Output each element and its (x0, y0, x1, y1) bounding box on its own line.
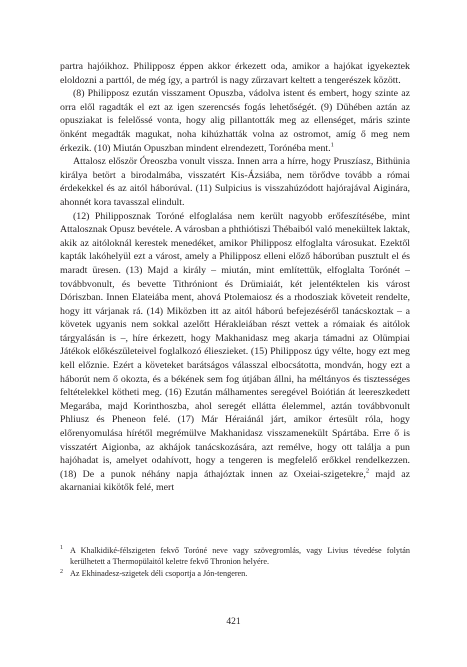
footnote-ref[interactable]: 1 (330, 141, 334, 149)
paragraph-text: majd az akarnaniai kikötők felé, mert (60, 468, 410, 494)
main-text (60, 60, 410, 495)
footnote-text: Az Ekhinadesz-szigetek déli csoportja a Jón-tengeren. (70, 569, 248, 579)
page-number: 421 (226, 617, 241, 627)
paragraph (60, 210, 410, 495)
footnote-ref[interactable]: 2 (365, 467, 370, 475)
footnotes (60, 545, 410, 581)
paragraph-text: (8) Philipposz ezután visszament Opuszba, vádolva istent és embert, hogy szinte az orra elől ragadták el ezt az igen szerencsés fogás lehetőségét. (9) Dühében aztán az opusziakat is felelőssé vonta, hogy alig pillantották meg az ellenséget, máris szinte önként megadták magukat, noha kihúzhatták volna az ostromot, amíg ő meg nem érkezik. (10) Miután Opuszban mindent elrendezett, Torónéba ment. (60, 88, 410, 154)
footnote: 2 Az Ekhinadesz-szigetek déli csoportja a Jón-tengeren. (60, 568, 248, 579)
paragraph-text: (12) Philipposznak Toróné elfoglalása nem került nagyobb erőfeszítésébe, mint Attalosznak Opusz bevétele. A városban a phthiótiszi Thébaiból való menekültek laktak, akik az aitóloknál kerestek menedéket, amikor Philipposz elfoglalta városukat. Ezektől kapták lakóhelyül ezt a várost, amely a Philipposz elleni előző háborúban pusztult el és maradt üresen. (13) Majd a király – miután, mint említettük, elfoglalta Torónét – továbbvonult, és bevette Tithróniont és Drümiaiát, két jelentéktelen kis várost Dóriszban. Innen Elateiába ment, ahová Ptolemaiosz és a rhodosziak követeit rendelte, hogy itt várjanak rá. (14) Miközben itt az aitól háború befejezéséről tanácskoztak – a követek ugyanis nem sokkal azelőtt Hérakleiában részt vettek a rómaiak és aitólok tárgyalásán is –, híre érkezett, hogy Makhanidasz meg akarja támadni az Olümpiai Játékok előkészületeivel foglalkozó élieszieket. (15) Philipposz úgy vélte, hogy ezt meg kell előznie. Ezért a követeket barátságos válasszal elbocsátotta, mondván, hogy ezt a háborút nem ő okozta, és a békének sem fog útjában állni, ha méltányos és tisztességes feltételekkel kötheti meg. (16) Ezután málhamentes seregével Boiótián át leereszkedett Megarába, majd Korinthoszba, ahol seregét ellátta élelemmel, aztán továbbvonult Phliusz és Pheneon felé. (17) Már Héraiánál járt, amikor értesült róla, hogy előrenyomulása hírétől megrémülve Makhanidasz visszamenekült Spártába. Erre ő is visszatért Aigionba, az akhájok tanácskozására, azt remélve, hogy ott találja a pun hajóhadat is, amelyet odahívott, hogy a tengeren is megfelelő erőkkel rendelkezzen. (18) De a punok néhány napja áthajóztak innen az Oxeiai-szigetekre, (60, 210, 410, 480)
footnote: 1 A Khalkidiké-félszigeten fekvő Toróné neve vagy szövegromlás, vagy Livius tévedése folytán kerülhetett a Thermopülaitól keletre fekvő Thronion helyére. (60, 545, 410, 567)
paragraph: partra hajóikhoz. Philipposz éppen akkor érkezett oda, amikor a hajókat igyekeztek eloldozni a parttól, de még így, a partról is nagy zűrzavart keltett a tengerészek között. (60, 61, 410, 86)
paragraph (60, 87, 410, 155)
paragraph: Attalosz először Óreoszba vonult vissza. Innen arra a hírre, hogy Pruszíasz, Bithünia királya betört a birodalmába, visszatért Kis-Ázsiába, nem törődve tovább a római érdekekkel és az aitól háborúval. (11) Sulpicius is visszahúzódott hajórajával Aiginára, ahonnét kora tavasszal elindult. (60, 156, 410, 208)
footnote-text: A Khalkidiké-félszigeten fekvő Toróné neve vagy szövegromlás, vagy Livius tévedése folytán kerülhetett a Thermopülaitól keletre fekvő Thronion helyére. (70, 546, 410, 567)
